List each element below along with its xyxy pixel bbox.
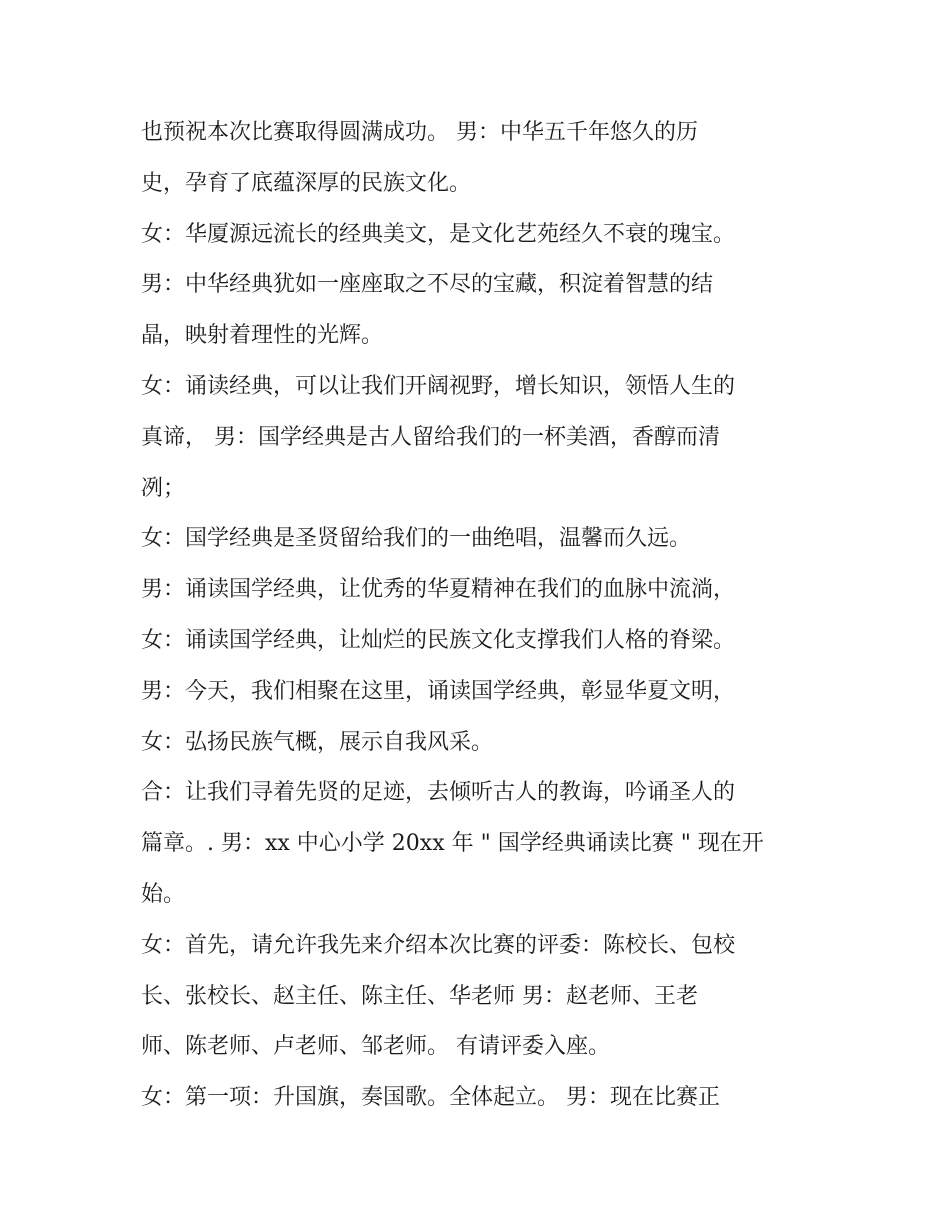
- text-line-16: 始。: [141, 881, 186, 907]
- text-line-2: 史，孕育了底蕴深厚的民族文化。: [141, 170, 472, 196]
- text-line-3: 女：华厦源远流长的经典美文，是文化艺苑经久不衰的瑰宝。: [141, 221, 736, 247]
- text-line-11: 女：诵读国学经典，让灿烂的民族文化支撑我们人格的脊梁。: [141, 627, 736, 653]
- text-line-15: 篇章。. 男：xx 中心小学 20xx 年 " 国学经典诵读比赛 " 现在开: [141, 831, 764, 857]
- text-line-13: 女：弘扬民族气概，展示自我风采。: [141, 729, 494, 755]
- text-line-6: 女：诵读经典，可以让我们开阔视野，增长知识，领悟人生的: [141, 373, 736, 399]
- text-line-10: 男：诵读国学经典，让优秀的华夏精神在我们的血脉中流淌，: [141, 577, 736, 603]
- text-line-14: 合：让我们寻着先贤的足迹，去倾听古人的教诲，吟诵圣人的: [141, 780, 736, 806]
- text-line-20: 女：第一项：升国旗，奏国歌。全体起立。 男：现在比赛正: [141, 1085, 720, 1111]
- text-line-12: 男：今天，我们相聚在这里，诵读国学经典，彰显华夏文明，: [141, 678, 736, 704]
- text-line-7: 真谛， 男：国学经典是古人留给我们的一杯美酒，香醇而清: [141, 424, 720, 450]
- text-line-19: 师、陈老师、卢老师、邹老师。 有请评委入座。: [141, 1034, 610, 1060]
- script-text: [141, 108, 831, 1124]
- text-line-1: 也预祝本次比赛取得圆满成功。 男：中华五千年悠久的历: [141, 120, 698, 145]
- text-line-4: 男：中华经典犹如一座座取之不尽的宝藏，积淀着智慧的结: [141, 272, 714, 298]
- text-line-17: 女：首先，请允许我先来介绍本次比赛的评委：陈校长、包校: [141, 932, 736, 958]
- text-line-8: 冽；: [141, 475, 186, 501]
- text-line-9: 女：国学经典是圣贤留给我们的一曲绝唱，温馨而久远。: [141, 526, 692, 552]
- text-line-5: 晶，映射着理性的光辉。: [141, 323, 384, 349]
- text-line-18: 长、张校长、赵主任、陈主任、华老师 男：赵老师、王老: [141, 983, 698, 1009]
